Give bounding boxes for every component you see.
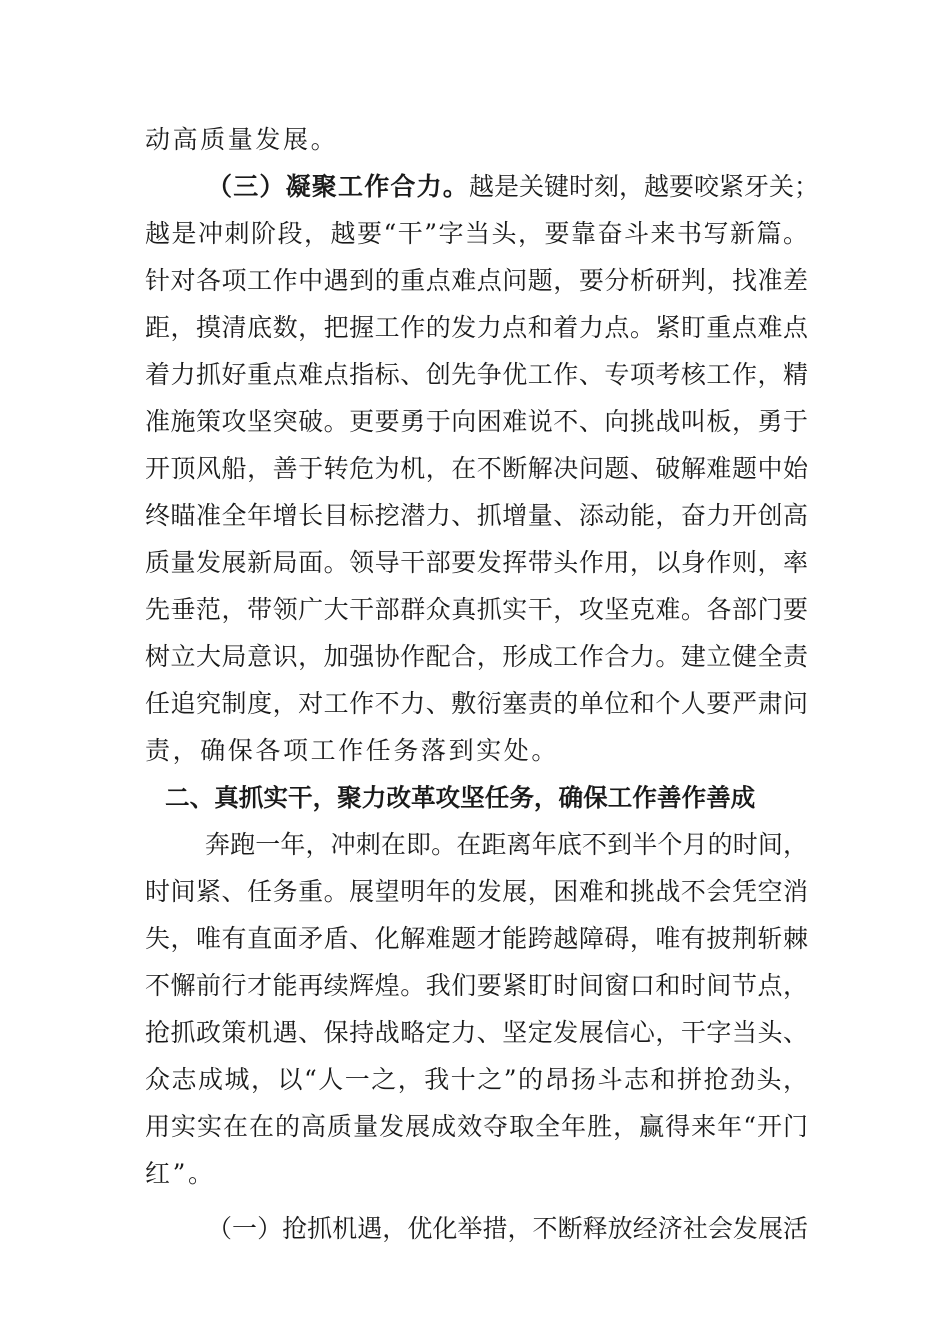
paragraph-line: 众志成城，以“人一之，我十之”的昂扬斗志和拼抢劲头，: [145, 1065, 808, 1094]
paragraph-line: 用实实在在的高质量发展成效夺取全年胜，赢得来年“开门: [145, 1112, 808, 1141]
paragraph-line: 红”。: [145, 1159, 216, 1188]
paragraph-line: 动高质量发展。: [145, 125, 339, 154]
section-1-first-line: （一）抢抓机遇，优化举措，不断释放经济社会发展活: [207, 1214, 808, 1243]
paragraph-line: 抢抓政策机遇、保持战略定力、坚定发展信心，干字当头、: [145, 1018, 808, 1047]
paragraph-line: 着力抓好重点难点指标、创先争优工作、专项考核工作，精: [145, 360, 808, 389]
paragraph-line: 终瞄准全年增长目标挖潜力、抓增量、添动能，奋力开创高: [145, 501, 808, 530]
paragraph-line: 树立大局意识，加强协作配合，形成工作合力。建立健全责: [145, 642, 808, 671]
paragraph-line: 开顶风船，善于转危为机，在不断解决问题、破解难题中始: [145, 454, 808, 483]
paragraph-line: 责，确保各项工作任务落到实处。: [145, 736, 560, 765]
paragraph-line: 时间紧、任务重。展望明年的发展，困难和挑战不会凭空消: [145, 877, 808, 906]
paragraph-line: 针对各项工作中遇到的重点难点问题，要分析研判，找准差: [145, 266, 808, 295]
paragraph-line: 奔跑一年，冲刺在即。在距离年底不到半个月的时间，: [205, 830, 808, 859]
part-2-heading: 二、真抓实干，聚力改革攻坚任务，确保工作善作善成: [165, 783, 756, 812]
section-3-first-line: [145, 163, 820, 210]
paragraph-line: 任追究制度，对工作不力、敷衍塞责的单位和个人要严肃问: [145, 689, 808, 718]
paragraph-line: 越是冲刺阶段，越要“干”字当头，要靠奋斗来书写新篇。: [145, 219, 808, 248]
paragraph-line: 先垂范，带领广大干部群众真抓实干，攻坚克难。各部门要: [145, 595, 808, 624]
paragraph-line: 准施策攻坚突破。更要勇于向困难说不、向挑战叫板，勇于: [145, 407, 808, 436]
paragraph-line: 质量发展新局面。领导干部要发挥带头作用，以身作则，率: [145, 548, 808, 577]
paragraph-line: 距，摸清底数，把握工作的发力点和着力点。紧盯重点难点: [145, 313, 808, 342]
paragraph-line: 失，唯有直面矛盾、化解难题才能跨越障碍，唯有披荆斩棘: [145, 924, 808, 953]
section-3-heading: （三）凝聚工作合力。: [207, 172, 470, 201]
paragraph-line: 越是关键时刻，越要咬紧牙关；: [469, 172, 820, 201]
paragraph-line: 不懈前行才能再续辉煌。我们要紧盯时间窗口和时间节点，: [145, 971, 808, 1000]
